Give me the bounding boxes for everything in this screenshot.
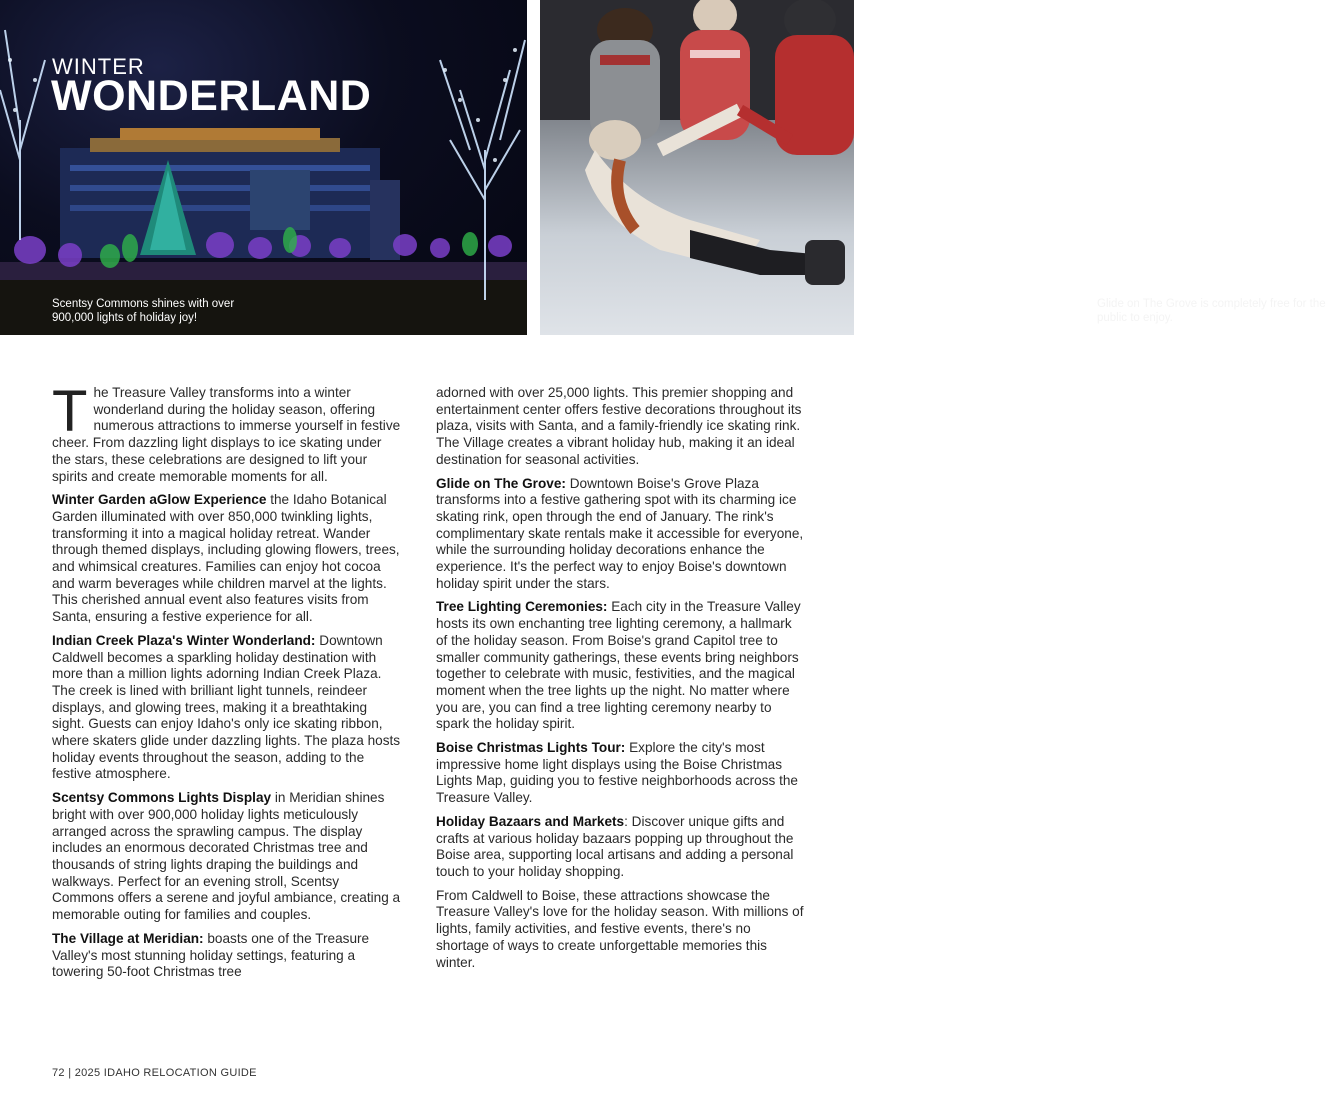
section-title: Glide on The Grove: (436, 475, 566, 491)
section-scentsy-commons (52, 790, 402, 924)
section-indian-creek (52, 633, 402, 783)
section-body: Downtown Boise's Grove Plaza transforms into a festive gathering spot with its charming ice skating rink, open through the end of January. The rink's complimentary skate rentals make it accessible for everyone, while the surrounding holiday decorations enhance the experience. It's the perfect way to enjoy Boise's downtown holiday spirit under the stars. (436, 475, 804, 591)
night-lights-illustration (0, 0, 527, 335)
section-body: Each city in the Treasure Valley hosts its own enchanting tree lighting ceremony, a hallmark of the holiday season. From Boise's grand Capitol tree to smaller community gatherings, these events bring neighbors together to celebrate with music, festivities, and the magical moment when the tree lights up the night. No matter where you are, you can find a tree lighting ceremony nearby to spark the holiday spirit. (436, 599, 801, 732)
section-body: boasts one of the Treasure Valley's most stunning holiday settings, featuring a towering 50-foot Christmas tree (52, 930, 370, 980)
photo-caption-right: Glide on The Grove is completely free for the public to enjoy. (1097, 298, 1326, 324)
article-column-left (52, 379, 402, 988)
intro-paragraph (52, 379, 402, 485)
intro-text: he Treasure Valley transforms into a winter wonderland during the holiday season, offering numerous attractions to immerse yourself in festive cheer. From dazzling light displays to ice skating under the stars, these celebrations are designed to lift your spirits and create memorable moments for all. (52, 385, 401, 484)
headline-wonderland: WONDERLAND (51, 72, 372, 120)
section-title: Boise Christmas Lights Tour: (436, 740, 626, 756)
section-title: Holiday Bazaars and Markets (436, 813, 625, 829)
section-body: From Caldwell to Boise, these attractions showcase the Treasure Valley's love for the holiday season. With millions of lights, family activities, and festive events, there's no shortage of ways to create unforgettable memories this winter. (436, 887, 804, 970)
section-lights-tour (436, 740, 806, 807)
section-body: Downtown Caldwell becomes a sparkling holiday destination with more than a million lights adorning Indian Creek Plaza. The creek is lined with brilliant light tunnels, reindeer displays, and glowing trees, making it a breathtaking sight. Guests can enjoy Idaho's only ice skating ribbon, where skaters glide under dazzling lights. The plaza hosts holiday events throughout the season, adding to the festive atmosphere. (52, 632, 401, 782)
hero-photo-scentsy-commons (0, 0, 527, 335)
section-body: the Idaho Botanical Garden illuminated with over 850,000 twinkling lights, transforming it into a magical holiday retreat. Wander through themed displays, including glowing flowers, trees, and whimsical creatures. Families can enjoy hot cocoa and warm beverages while children marvel at the lights. This cherished annual event also features visits from Santa, ensuring a festive experience for all. (52, 492, 400, 625)
section-glide-grove (436, 476, 806, 593)
drop-cap: T (52, 379, 88, 444)
section-village-continued (436, 385, 806, 469)
section-body: : Discover unique gifts and crafts at various holiday bazaars popping up throughout the Boise area, supporting local artisans and adding a personal touch to your holiday shopping. (436, 813, 794, 879)
section-title: Scentsy Commons Lights Display (52, 790, 272, 806)
photo-caption-left: Scentsy Commons shines with over 900,000 lights of holiday joy! (52, 298, 235, 324)
section-tree-lighting (436, 599, 806, 733)
section-title: Tree Lighting Ceremonies: (436, 599, 608, 615)
section-body: in Meridian shines bright with over 900,000 holiday lights meticulously arranged across the sprawling campus. The display includes an enormous decorated Christmas tree and thousands of string lights draping the buildings and walkways. Perfect for an evening stroll, Scentsy Commons offers a serene and joyful ambiance, creating a memorable outing for families and couples. (52, 790, 401, 923)
hero-photo-ice-skating (540, 0, 1326, 335)
section-body: adorned with over 25,000 lights. This premier shopping and entertainment center offers festive decorations throughout its plaza, visits with Santa, and a family-friendly ice skating rink. The Village creates a vibrant holiday hub, making it an ideal destination for seasonal activities. (436, 385, 802, 467)
section-title: Indian Creek Plaza's Winter Wonderland: (52, 632, 316, 648)
closing-paragraph (436, 888, 806, 972)
section-bazaars (436, 814, 806, 881)
page-footer: 72 | 2025 IDAHO RELOCATION GUIDE (52, 1067, 257, 1079)
headline-winter: WINTER (52, 54, 145, 79)
section-title: The Village at Meridian: (52, 930, 204, 946)
section-winter-garden (52, 492, 402, 626)
ice-skaters-illustration (540, 0, 854, 335)
section-village-meridian (52, 931, 402, 981)
article-column-right (436, 385, 806, 978)
section-title: Winter Garden aGlow Experience (52, 492, 267, 508)
section-body: Explore the city's most impressive home light displays using the Boise Christmas Lights Map, guiding you to festive neighborhoods across the Treasure Valley. (436, 740, 798, 806)
